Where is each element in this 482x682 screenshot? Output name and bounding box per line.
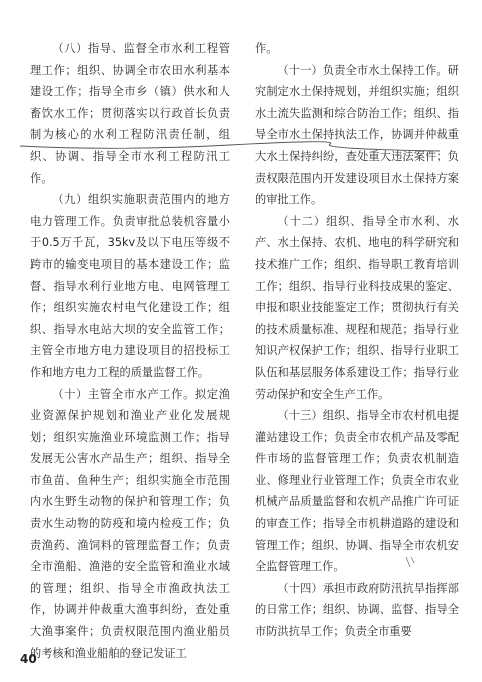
paragraph-item-13: （十三）组织、指导全市农村机电提灌站建设工作；负责全市农机产品及零配件市场的监督管理工作；负责农机制造业、修理业行业管理工作；负责全市农业机械产品质量监督和农机产品推广许可证的审查工作；指导全市机耕道路的建设和管理工作；组织、协调、指导全市农机安全监督管理工作。 (255, 409, 459, 574)
left-text-column (30, 38, 230, 664)
paragraph-item-8: （八）指导、监督全市水利工程管理工作；组织、协调全市农田水利基本建设工作；指导全市乡（镇）供水和人畜饮水工作；贯彻落实以行政首长负责制为核心的水利工程防汛责任制，组织、协调、指导全市水利工程防汛工作。 (30, 42, 230, 185)
paragraph-item-9: （九）组织实施职责范围内的地方电力管理工作。负责审批总装机容量小于0.5万千瓦，35kv及以下电压等级不跨市的输变电项目的基本建设工作；监督、指导水利行业地方电、电网管理工作；组织实施农村电气化建设工作；组织、指导水电站大坝的安全监管工作；主管全市地方电力建设项目的招投标工作和地方电力工程的质量监督工作。 (30, 193, 230, 379)
paragraph-item-11: （十一）负责全市水土保持工作。研究制定水土保持规划，并组织实施；组织水土流失监测和综合防治工作；组织、指导全市水土保持执法工作，协调并仲裁重大水土保持纠纷，查处重大违法案件；负责权限范围内开发建设项目水土保持方案的审批工作。 (255, 63, 459, 207)
paragraph-item-10: （十）主管全市水产工作。拟定渔业资源保护规划和渔业产业化发展规划；组织实施渔业环境监测工作；指导发展无公害水产品生产；组织、指导全市鱼苗、鱼种生产；组织实施全市范围内水生野生动物的保护和管理工作；负责水生动物的防疫和境内检疫工作；负责渔药、渔饲料的管理监督工作；负责全市渔船、渔港的安全监管和渔业水域的管理；组织、指导全市渔政执法工作，协调并仲裁重大渔事纠纷，查处重大渔事案件；负责权限范围内渔业船员的考核和渔业船舶的登记发证工 (30, 387, 230, 660)
paragraph-item-14: （十四）承担市政府防汛抗旱指挥部的日常工作；组织、协调、监督、指导全市防洪抗旱工作；负责全市重要 (255, 581, 459, 639)
paragraph-item-12: （十二）组织、指导全市水利、水产、水土保持、农机、地电的科学研究和技术推广工作；组织、指导职工教育培训工作；组织、指导行业科技成果的鉴定、申报和职业技能鉴定工作；贯彻执行有关的技术质量标准、规程和规范；指导行业知识产权保护工作；组织、指导行业职工队伍和基层服务体系建设工作；指导行业劳动保护和安全生产工作。 (255, 214, 459, 401)
right-text-column (255, 38, 459, 643)
paragraph-continuation: 作。 (255, 42, 278, 55)
page-number: 40 (20, 652, 37, 666)
